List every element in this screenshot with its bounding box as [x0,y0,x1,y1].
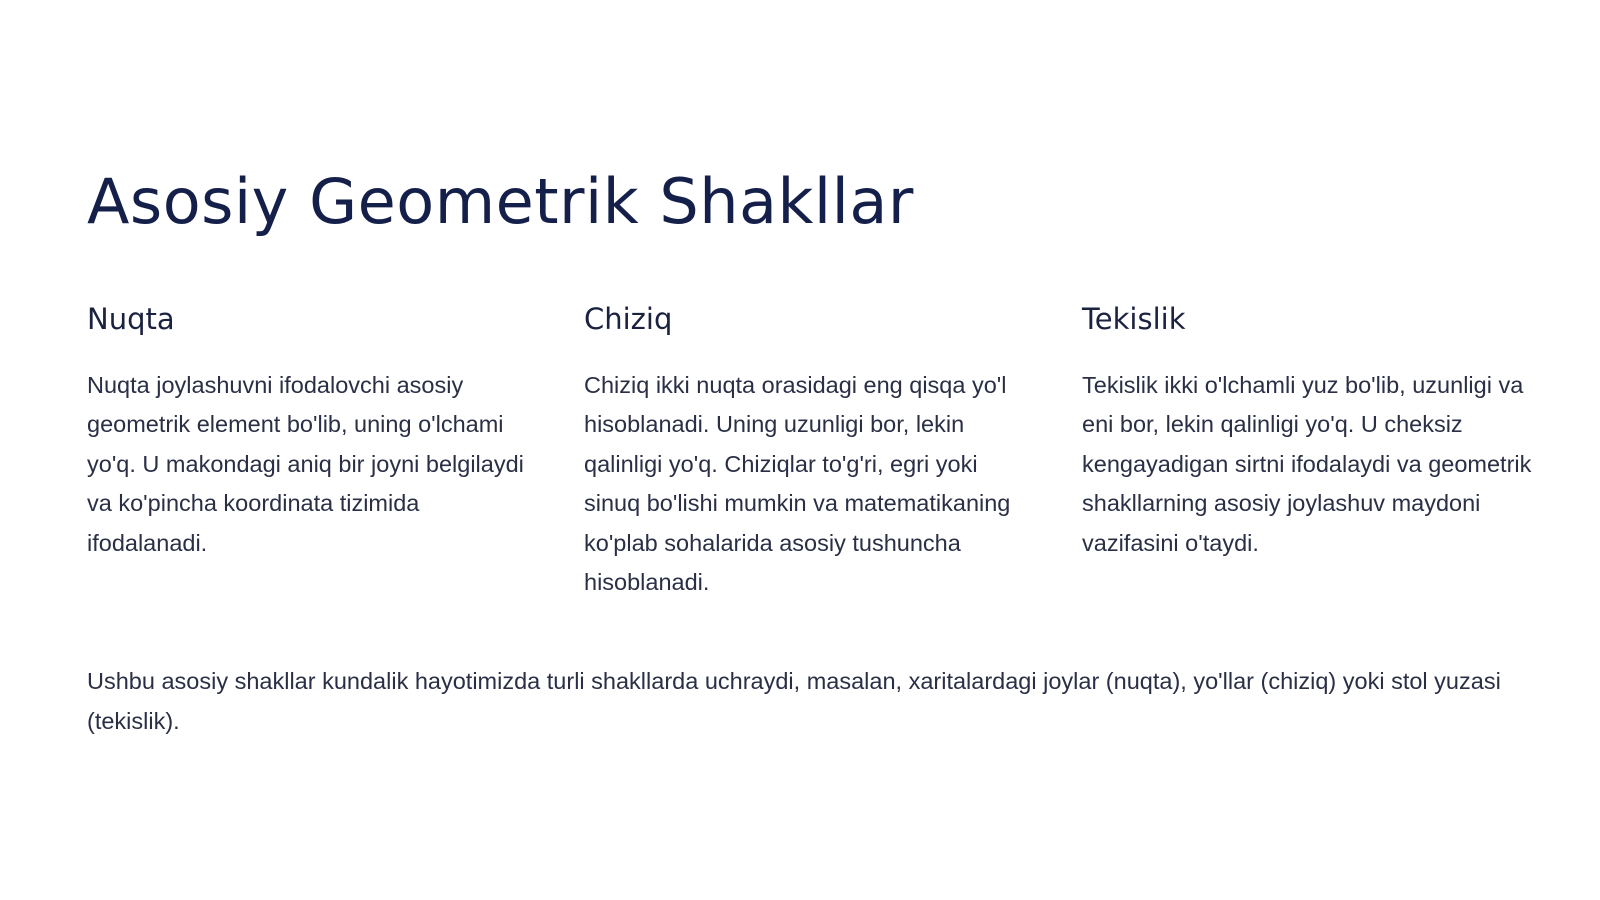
column-heading: Nuqta [87,302,175,336]
column-text: Chiziq ikki nuqta orasidagi eng qisqa yo'l hisoblanadi. Uning uzunligi bor, lekin qalinligi yo'q. Chiziqlar to'g'ri, egri yoki sinuq bo'lishi mumkin va matematikaning ko'plab sohalarida asosiy tushuncha hisoblanadi. [584,371,1011,596]
column-heading: Tekislik [1082,302,1186,336]
column-text: Nuqta joylashuvni ifodalovchi asosiy geometrik element bo'lib, uning o'lchami yo'q. U makondagi aniq bir joyni belgilaydi va ko'pincha koordinata tizimida ifodalanadi. [87,371,524,556]
slide-title: Asosiy Geometrik Shakllar [87,165,914,238]
summary-text: Ushbu asosiy shakllar kundalik hayotimizda turli shakllarda uchraydi, masalan, xaritalardagi joylar (nuqta), yo'llar (chiziq) yoki stol yuzasi (tekislik). [87,668,1501,734]
column-chiziq [584,302,1024,603]
column-text: Tekislik ikki o'lchamli yuz bo'lib, uzunligi va eni bor, lekin qalinligi yo'q. U cheksiz kengayadigan sirtni ifodalaydi va geometrik shakllarning asosiy joylashuv maydoni vazifasini o'taydi. [1082,371,1532,556]
column-nuqta [87,302,527,563]
column-heading: Chiziq [584,302,673,336]
column-tekislik [1082,302,1532,563]
